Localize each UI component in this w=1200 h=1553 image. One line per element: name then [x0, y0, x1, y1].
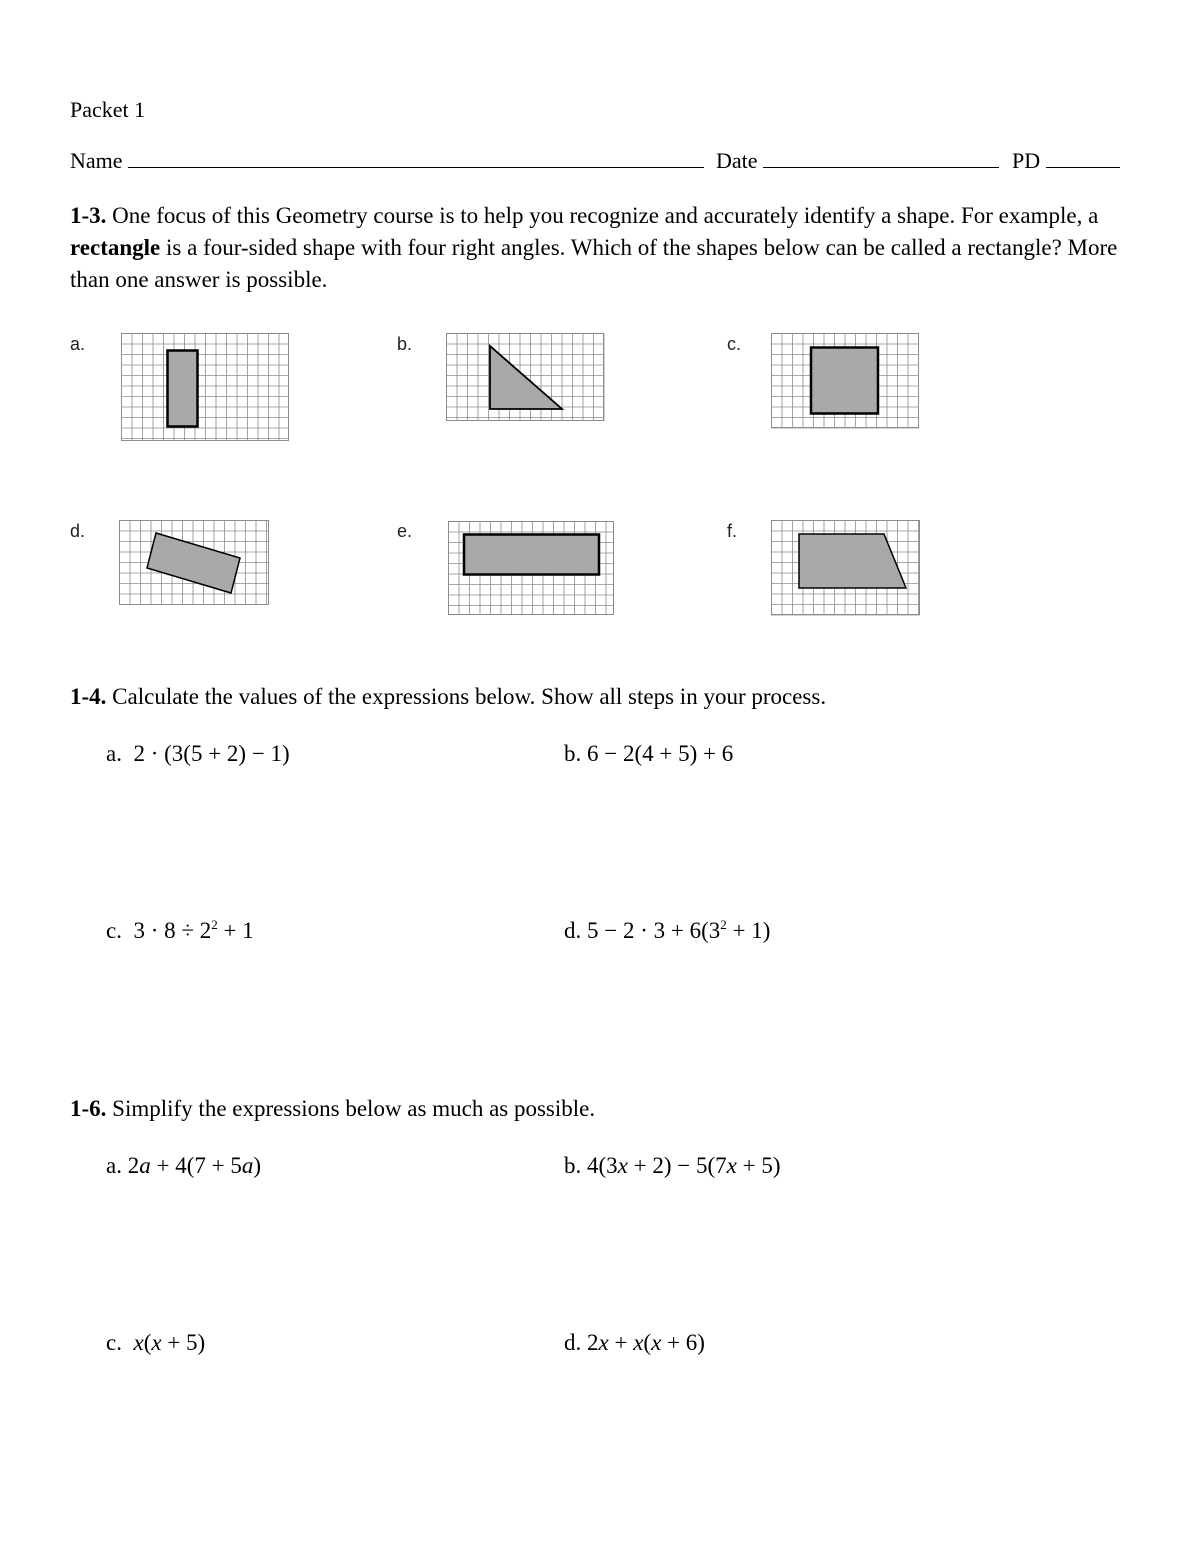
date-label: Date: [716, 148, 758, 173]
expression: + 1: [217, 918, 254, 943]
problem-1-6-a: [106, 1153, 261, 1179]
date-field[interactable]: [716, 148, 999, 174]
item-label: b.: [564, 1153, 582, 1178]
grid-lines: [121, 333, 289, 441]
shape-figure-b[interactable]: [446, 333, 604, 421]
item-label: a.: [106, 741, 122, 766]
expression: 2a + 4(7 + 5a): [127, 1153, 261, 1178]
name-field[interactable]: [70, 148, 704, 174]
problem-1-4-d: [564, 918, 770, 944]
tall-rectangle-shape: [168, 351, 198, 427]
pd-label: PD: [1012, 148, 1041, 173]
expression: 4(3x + 2) − 5(7x + 5): [587, 1153, 781, 1178]
item-label: c.: [106, 1330, 122, 1355]
shape-label-d: d.: [70, 521, 86, 541]
packet-title: Packet 1: [70, 97, 146, 122]
expression: x(x + 5): [133, 1330, 206, 1355]
trapezoid-shape: [799, 534, 906, 588]
problem-1-4-a: [106, 741, 290, 767]
problem-1-6-b: [564, 1153, 781, 1179]
grid-border: [122, 334, 289, 441]
tilted-rectangle-shape: [147, 533, 240, 593]
shape-label-e: e.: [397, 521, 413, 541]
question-text: is a four-sided shape with four right angles. Which of the shapes below can be called a rectangle? More than one answer is possible.: [70, 235, 1118, 292]
question-text: Calculate the values of the expressions below. Show all steps in your process.: [106, 684, 827, 709]
expression: 2x + x(x + 6): [587, 1330, 705, 1355]
shape-figure-f[interactable]: [771, 520, 920, 615]
problem-1-4-c: [106, 918, 254, 944]
wide-rectangle-shape: [464, 535, 599, 575]
expression: 6 − 2(4 + 5) + 6: [587, 741, 734, 766]
problem-1-6-c: [106, 1330, 205, 1356]
item-label: a.: [106, 1153, 122, 1178]
shape-label-b: b.: [397, 334, 413, 354]
date-blank[interactable]: [763, 149, 999, 168]
expression: 3 · 8 ÷ 2: [133, 918, 212, 943]
exponent: 2: [720, 917, 727, 932]
question-text: Simplify the expressions below as much as possible.: [106, 1096, 596, 1121]
item-label: d.: [564, 918, 582, 943]
expression: 2 · (3(5 + 2) − 1): [133, 741, 290, 766]
problem-1-6-d: [564, 1330, 705, 1356]
item-label: d.: [564, 1330, 582, 1355]
shape-label-c: c.: [727, 334, 742, 354]
name-label: Name: [70, 148, 123, 173]
pd-blank[interactable]: [1046, 149, 1120, 168]
question-number: 1-6.: [70, 1096, 107, 1121]
question-1-6: [70, 1093, 1140, 1125]
expression: 5 − 2 · 3 + 6(3: [587, 918, 721, 943]
problem-1-4-b: [564, 741, 733, 767]
shape-label-f: f.: [727, 521, 738, 541]
square-shape: [811, 348, 878, 414]
shape-figure-a[interactable]: [121, 333, 289, 441]
shape-figure-c[interactable]: [771, 333, 919, 428]
name-blank[interactable]: [128, 149, 704, 168]
expression: + 1): [726, 918, 771, 943]
question-1-3: [70, 200, 1140, 296]
shape-figure-d[interactable]: [119, 520, 269, 605]
pd-field[interactable]: [1012, 148, 1120, 174]
shape-label-a: a.: [70, 334, 86, 354]
question-text: One focus of this Geometry course is to help you recognize and accurately identify a shape. For example, a: [106, 203, 1099, 228]
shape-figure-e[interactable]: [448, 521, 614, 615]
question-number: 1-3.: [70, 203, 107, 228]
item-label: c.: [106, 918, 122, 943]
term-rectangle: rectangle: [70, 235, 161, 260]
question-1-4: [70, 681, 1140, 713]
exponent: 2: [211, 917, 218, 932]
item-label: b.: [564, 741, 582, 766]
question-number: 1-4.: [70, 684, 107, 709]
